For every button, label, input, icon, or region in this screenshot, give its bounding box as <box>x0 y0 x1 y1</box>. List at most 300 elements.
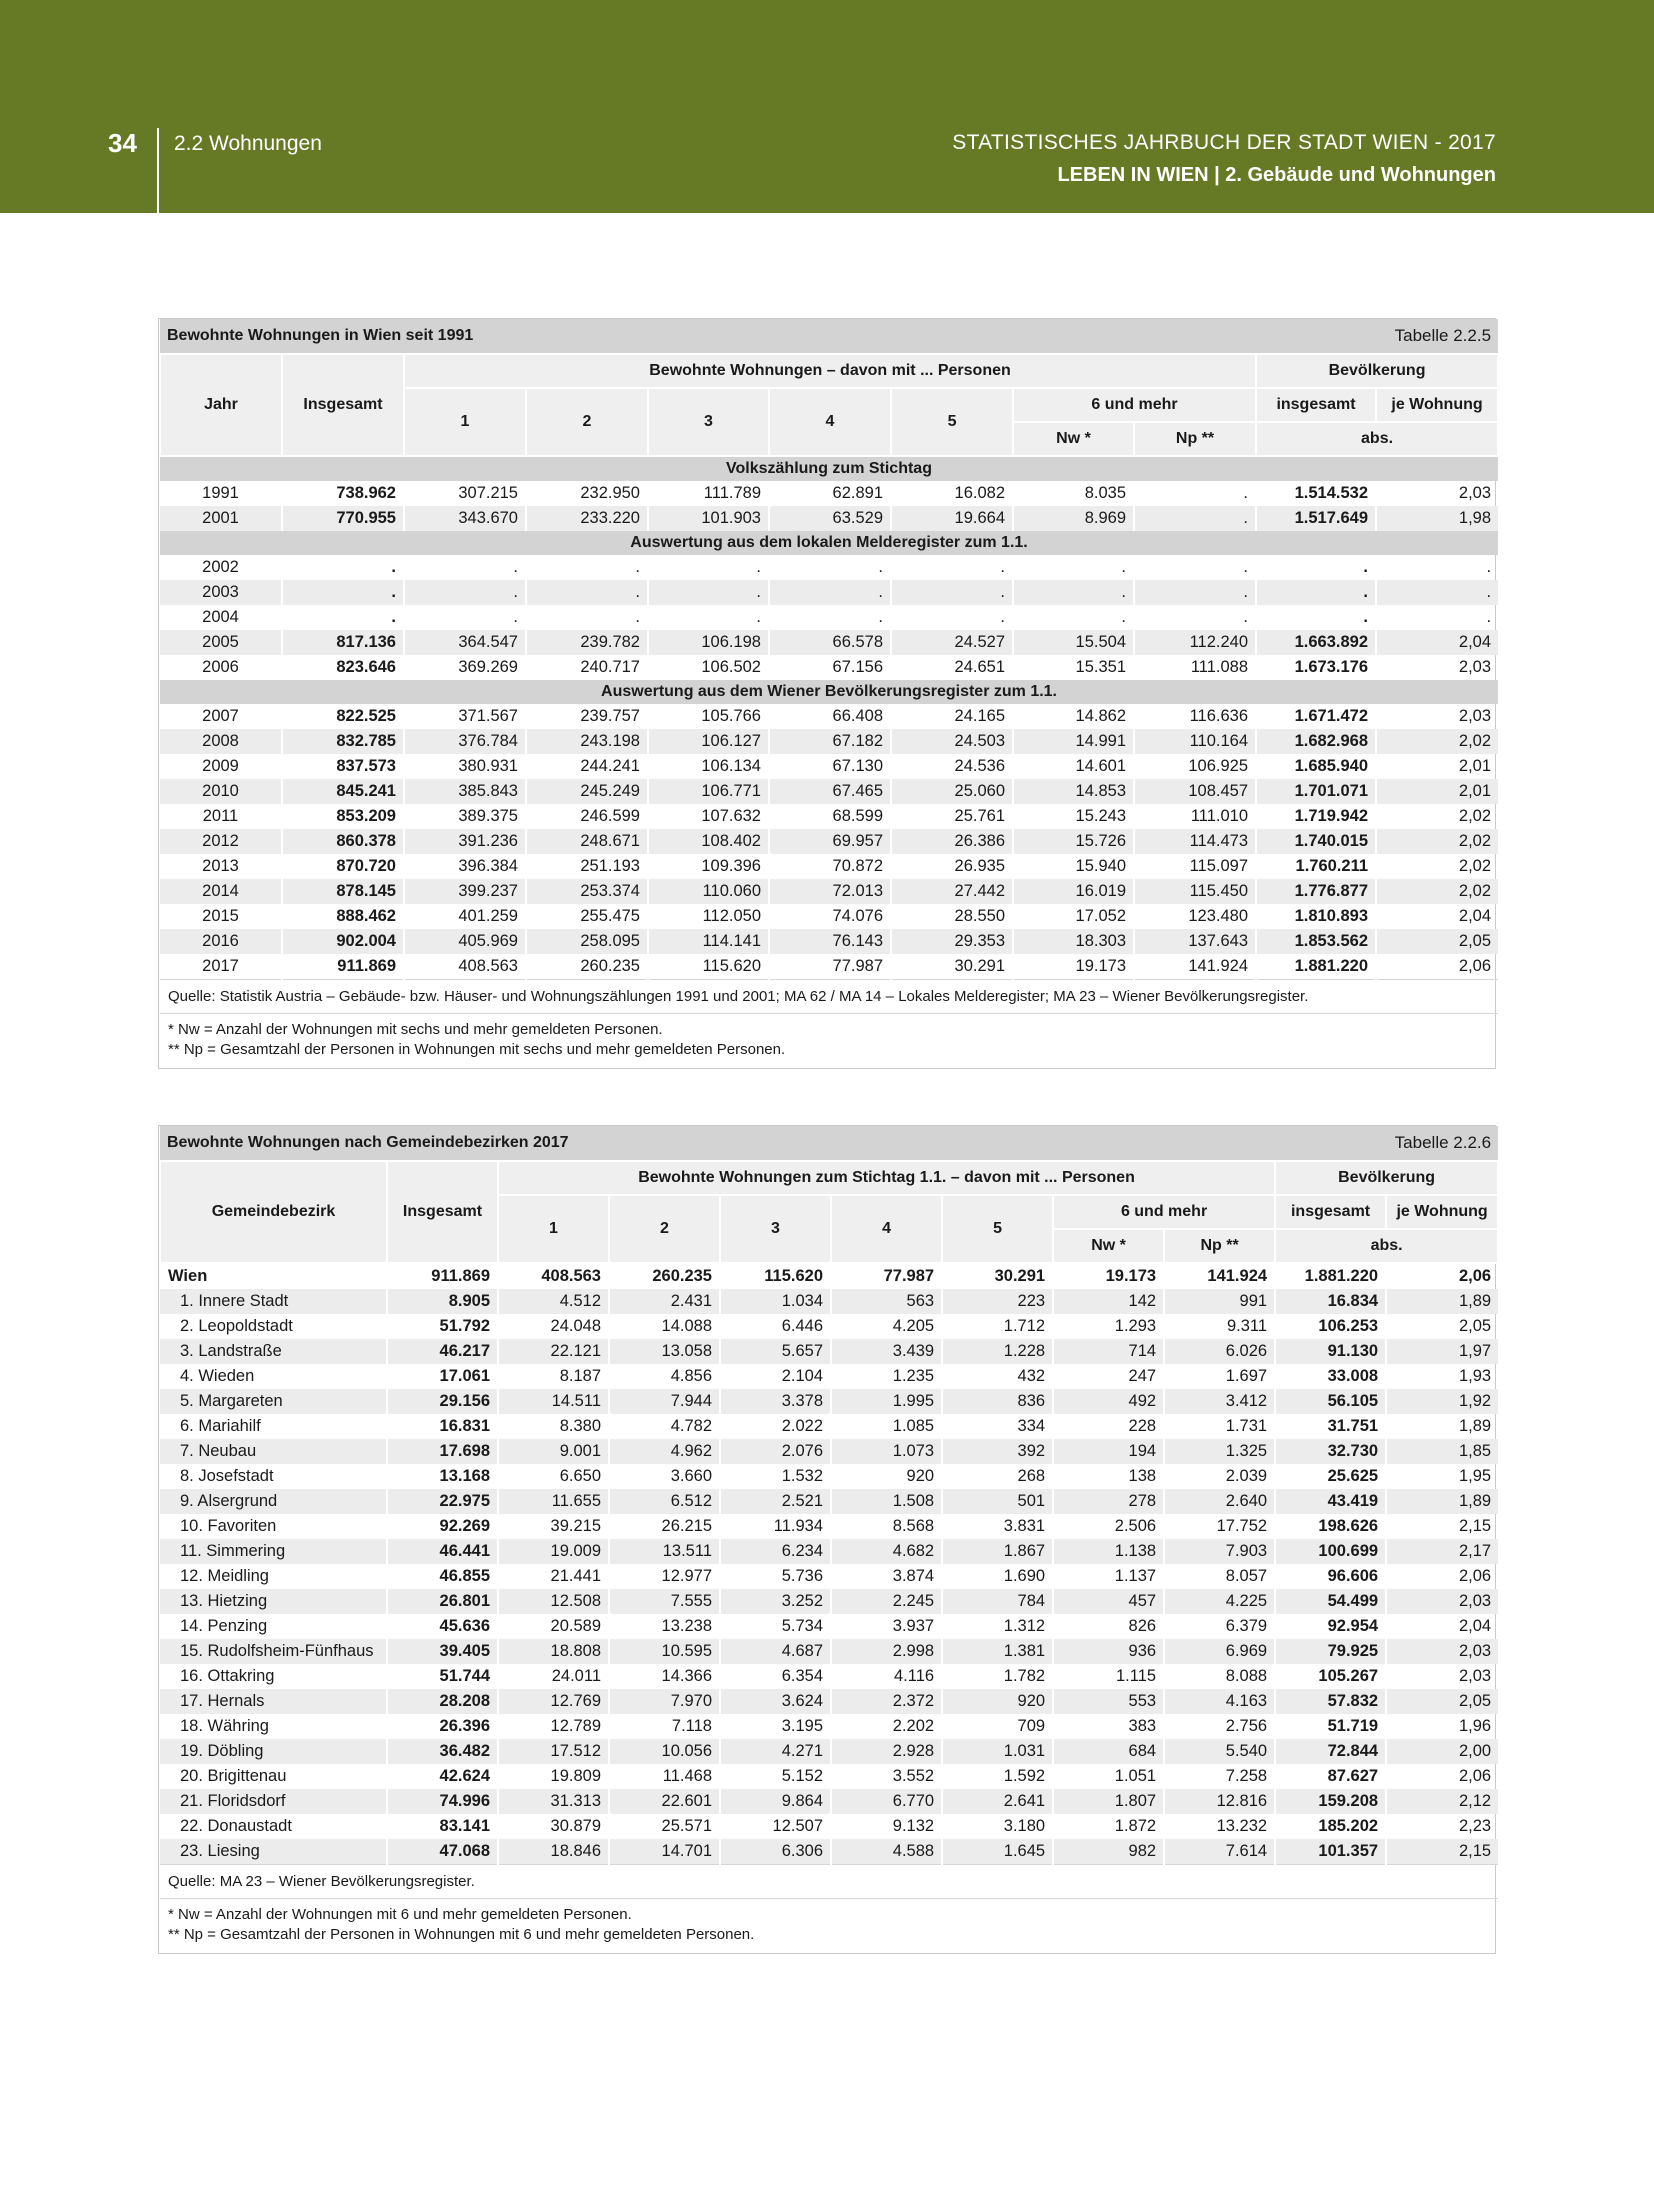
table-cell: 19.664 <box>891 506 1013 531</box>
table-cell: 62.891 <box>769 481 891 506</box>
table-cell: 6.354 <box>720 1664 831 1689</box>
table-cell: 25.571 <box>609 1814 720 1839</box>
table-cell: 15.351 <box>1013 655 1134 680</box>
table-cell: 709 <box>942 1714 1053 1739</box>
table-cell: 22.975 <box>387 1489 498 1514</box>
table-cell: 17.061 <box>387 1364 498 1389</box>
table-cell: 6.650 <box>498 1464 609 1489</box>
table-cell: 14.701 <box>609 1839 720 1865</box>
table-cell: . <box>1134 580 1256 605</box>
row-label: 2010 <box>160 779 282 804</box>
table-row <box>160 954 1498 980</box>
table-cell: . <box>1256 605 1376 630</box>
table-cell: 2,02 <box>1458 807 1492 825</box>
row-label: 15. Rudolfsheim-Fünfhaus <box>160 1639 387 1664</box>
table-cell: 1.881.220 <box>1256 954 1376 980</box>
table-cell: 110.060 <box>648 879 769 904</box>
table-cell: 982 <box>1053 1839 1164 1865</box>
table-cell: 116.636 <box>1134 704 1256 729</box>
table-cell: 107.632 <box>648 804 769 829</box>
table-cell: 46.441 <box>387 1539 498 1564</box>
table-cell: 17.052 <box>1013 904 1134 929</box>
table-cell: 845.241 <box>282 779 404 804</box>
table-cell: 17.512 <box>498 1739 609 1764</box>
table-cell: 1,85 <box>1386 1439 1498 1464</box>
table-cell: 380.931 <box>404 754 526 779</box>
table-cell: 15.940 <box>1013 854 1134 879</box>
table-cell: 714 <box>1053 1339 1164 1364</box>
table-cell: 2,06 <box>1458 1767 1492 1785</box>
col-header-6mehr: 6 und mehr <box>1053 1195 1275 1229</box>
table-cell: 16.831 <box>387 1414 498 1439</box>
table-cell: 837.573 <box>282 754 404 779</box>
col-header-bev-insgesamt: insgesamt <box>1256 388 1376 422</box>
table-cell: 2,05 <box>1376 929 1498 954</box>
table-row <box>160 704 1498 729</box>
table-cell: 991 <box>1164 1289 1275 1314</box>
table-cell: 2,12 <box>1386 1789 1498 1814</box>
table-cell: . <box>404 555 526 580</box>
row-label: 2002 <box>160 555 282 580</box>
table-cell: 20.589 <box>498 1614 609 1639</box>
table-cell: 1.697 <box>1164 1364 1275 1389</box>
col-header-bev-insgesamt: insgesamt <box>1275 1195 1386 1229</box>
table-cell: 1,92 <box>1386 1389 1498 1414</box>
col-header-nw: Nw * <box>1013 422 1134 456</box>
table-cell: 112.240 <box>1134 630 1256 655</box>
table-cell: 15.243 <box>1013 804 1134 829</box>
table-cell: 12.816 <box>1164 1789 1275 1814</box>
table-row <box>160 829 1498 854</box>
table-cell: 2,17 <box>1386 1539 1498 1564</box>
table-cell: 1.312 <box>942 1614 1053 1639</box>
section-header: Volkszählung zum Stichtag <box>160 456 1498 481</box>
table-cell: 2.372 <box>831 1689 942 1714</box>
table-cell: 826 <box>1053 1614 1164 1639</box>
table-cell: 2,03 <box>1458 484 1492 502</box>
table-cell: 432 <box>942 1364 1053 1389</box>
table-cell: 2,02 <box>1376 829 1498 854</box>
table-row <box>160 605 1498 630</box>
table-cell: . <box>1013 555 1134 580</box>
section-header: Auswertung aus dem Wiener Bevölkerungsregister zum 1.1. <box>160 680 1498 704</box>
section-header-row <box>160 456 1498 481</box>
table-cell: 1.228 <box>942 1339 1053 1364</box>
table-cell: 10.056 <box>609 1739 720 1764</box>
table-cell: 21.441 <box>498 1564 609 1589</box>
table-cell: 111.088 <box>1134 655 1256 680</box>
table-cell: 383 <box>1053 1714 1164 1739</box>
table-cell: 68.599 <box>769 804 891 829</box>
table-cell: 396.384 <box>404 854 526 879</box>
table-row <box>160 1739 1498 1764</box>
col-header-np: Np ** <box>1164 1229 1275 1263</box>
table-cell: 4.782 <box>609 1414 720 1439</box>
table-cell: 100.699 <box>1275 1539 1386 1564</box>
table-cell: 141.924 <box>1134 954 1256 980</box>
table-cell: 1.325 <box>1164 1439 1275 1464</box>
row-label: 2011 <box>160 804 282 829</box>
table-cell: 1.115 <box>1053 1664 1164 1689</box>
table-cell: 911.869 <box>282 954 404 980</box>
table-cell: 3.180 <box>942 1814 1053 1839</box>
table-cell: 1,98 <box>1376 506 1498 531</box>
row-label: 2005 <box>160 630 282 655</box>
table-cell: 7.970 <box>609 1689 720 1714</box>
table-cell: 3.378 <box>720 1389 831 1414</box>
table-cell: 223 <box>942 1289 1053 1314</box>
table-cell: 66.578 <box>769 630 891 655</box>
table-row <box>160 1789 1498 1814</box>
table-cell: 2.928 <box>831 1739 942 1764</box>
note-nw: * Nw = Anzahl der Wohnungen mit sechs und mehr gemeldeten Personen. <box>168 1021 663 1038</box>
table-row <box>160 1339 1498 1364</box>
table-cell: 51.719 <box>1275 1714 1386 1739</box>
row-label: 12. Meidling <box>160 1564 387 1589</box>
table-cell: 1.719.942 <box>1256 804 1376 829</box>
table-cell: 1.690 <box>942 1564 1053 1589</box>
table-cell: 2,05 <box>1386 1689 1498 1714</box>
table-cell: . <box>1134 555 1256 580</box>
header-divider <box>157 128 159 213</box>
table-row <box>160 655 1498 680</box>
table-cell: 14.853 <box>1013 779 1134 804</box>
col-header-je-wohnung: je Wohnung <box>1386 1195 1498 1229</box>
table-cell: 8.905 <box>387 1289 498 1314</box>
table-cell: 13.232 <box>1164 1814 1275 1839</box>
table-cell: 115.450 <box>1134 879 1256 904</box>
table-cell: 457 <box>1053 1589 1164 1614</box>
table-cell: 3.874 <box>831 1564 942 1589</box>
table-cell: 24.536 <box>891 754 1013 779</box>
table-cell: 14.088 <box>609 1314 720 1339</box>
table-cell: 8.035 <box>1013 481 1134 506</box>
table-row <box>160 1414 1498 1439</box>
table-cell: 24.527 <box>891 630 1013 655</box>
table-cell: 42.624 <box>387 1764 498 1789</box>
table-cell: 3.412 <box>1164 1389 1275 1414</box>
col-header-p4: 4 <box>769 388 891 456</box>
table-cell: 8.969 <box>1013 506 1134 531</box>
table-cell: 2,15 <box>1386 1839 1498 1865</box>
table-cell: . <box>648 555 769 580</box>
table-cell: 1.051 <box>1053 1764 1164 1789</box>
page-header <box>0 0 1654 213</box>
table-cell: 2,05 <box>1458 1317 1492 1335</box>
table-cell: 2.039 <box>1164 1464 1275 1489</box>
table-cell: 6.234 <box>720 1539 831 1564</box>
table-cell: 14.601 <box>1013 754 1134 779</box>
table-cell: 2.521 <box>720 1489 831 1514</box>
section-title: 2.2 Wohnungen <box>174 132 322 155</box>
table-row <box>160 1764 1498 1789</box>
table-cell: 553 <box>1053 1689 1164 1714</box>
table-cell: 74.996 <box>387 1789 498 1814</box>
table-cell: 76.143 <box>769 929 891 954</box>
row-label: 2015 <box>160 904 282 929</box>
table-cell: 1.514.532 <box>1256 481 1376 506</box>
table-cell: 6.512 <box>609 1489 720 1514</box>
table-cell: 2.076 <box>720 1439 831 1464</box>
col-header-jahr: Jahr <box>160 354 282 456</box>
table-cell: 15.504 <box>1013 630 1134 655</box>
table-cell: 45.636 <box>387 1614 498 1639</box>
table-cell: 244.241 <box>526 754 648 779</box>
table-cell: 24.011 <box>498 1664 609 1689</box>
table-cell: 5.540 <box>1164 1739 1275 1764</box>
col-header-np: Np ** <box>1134 422 1256 456</box>
table-cell: 12.769 <box>498 1689 609 1714</box>
table-row <box>160 630 1498 655</box>
table-cell: 3.831 <box>942 1514 1053 1539</box>
table-cell: 18.846 <box>498 1839 609 1865</box>
row-label: 18. Währing <box>160 1714 387 1739</box>
row-label: 2013 <box>160 854 282 879</box>
table-cell: 911.869 <box>387 1263 498 1289</box>
table-cell: 870.720 <box>282 854 404 879</box>
table-cell: 1.995 <box>831 1389 942 1414</box>
table-cell: 2,02 <box>1376 879 1498 904</box>
col-header-abs: abs. <box>1256 422 1498 456</box>
table-cell: 83.141 <box>387 1814 498 1839</box>
table-cell: 1.881.220 <box>1275 1263 1386 1289</box>
table-cell: 2,00 <box>1386 1739 1498 1764</box>
table-cell: 6.379 <box>1164 1614 1275 1639</box>
section-header: Auswertung aus dem lokalen Melderegister zum 1.1. <box>160 531 1498 555</box>
row-label: 2007 <box>160 704 282 729</box>
table-cell: 399.237 <box>404 879 526 904</box>
table-cell: 24.503 <box>891 729 1013 754</box>
table-cell: 245.249 <box>526 779 648 804</box>
table-cell: 3.552 <box>831 1764 942 1789</box>
row-label: 2003 <box>160 580 282 605</box>
table-cell: 936 <box>1053 1639 1164 1664</box>
table-cell: 1.645 <box>942 1839 1053 1865</box>
table-cell: 22.601 <box>609 1789 720 1814</box>
table-cell: 13.511 <box>609 1539 720 1564</box>
table-cell: 26.215 <box>609 1514 720 1539</box>
table-row <box>160 1489 1498 1514</box>
table-cell: 12.507 <box>720 1814 831 1839</box>
table-cell: 2.640 <box>1164 1489 1275 1514</box>
table-cell: 185.202 <box>1275 1814 1386 1839</box>
table-cell: 684 <box>1053 1739 1164 1764</box>
row-label: 2009 <box>160 754 282 779</box>
table-cell: 4.512 <box>498 1289 609 1314</box>
table-cell: 3.937 <box>831 1614 942 1639</box>
row-label: 6. Mariahilf <box>160 1414 387 1439</box>
table-cell: 17.698 <box>387 1439 498 1464</box>
table-cell: 1,89 <box>1386 1489 1498 1514</box>
table-cell: 14.511 <box>498 1389 609 1414</box>
table-cell: 334 <box>942 1414 1053 1439</box>
table-row <box>160 506 1498 531</box>
table-cell: 111.010 <box>1134 804 1256 829</box>
table-row <box>160 1589 1498 1614</box>
section-header-row <box>160 531 1498 555</box>
table-cell: 22.121 <box>498 1339 609 1364</box>
table-cell: 67.130 <box>769 754 891 779</box>
table-cell: 248.671 <box>526 829 648 854</box>
table-row <box>160 1814 1498 1839</box>
table-cell: . <box>648 605 769 630</box>
table-cell: 260.235 <box>609 1263 720 1289</box>
table-cell: 4.225 <box>1164 1589 1275 1614</box>
note-nw: * Nw = Anzahl der Wohnungen mit 6 und mehr gemeldeten Personen. <box>168 1906 632 1923</box>
table-cell: . <box>769 580 891 605</box>
table-cell: 8.088 <box>1164 1664 1275 1689</box>
table-cell: 29.353 <box>891 929 1013 954</box>
table-cell: 1.235 <box>831 1364 942 1389</box>
table-cell: 2.104 <box>720 1364 831 1389</box>
table-cell: 1.138 <box>1053 1539 1164 1564</box>
table-title: Bewohnte Wohnungen in Wien seit 1991 <box>160 319 891 354</box>
table-cell: 4.856 <box>609 1364 720 1389</box>
table-cell: 108.402 <box>648 829 769 854</box>
table-cell: 1,96 <box>1458 1717 1492 1735</box>
row-label: 22. Donaustadt <box>160 1814 387 1839</box>
table-notes <box>160 1899 1498 1954</box>
table-cell: 101.357 <box>1275 1839 1386 1865</box>
table-cell: 2,23 <box>1458 1817 1492 1835</box>
table-cell: 6.969 <box>1164 1639 1275 1664</box>
table-cell: 69.957 <box>769 829 891 854</box>
table-cell: 1.712 <box>942 1314 1053 1339</box>
table-row <box>160 729 1498 754</box>
table-cell: 14.991 <box>1013 729 1134 754</box>
table-cell: 105.766 <box>648 704 769 729</box>
table-cell: . <box>526 580 648 605</box>
table-row <box>160 1614 1498 1639</box>
table-cell: 4.962 <box>609 1439 720 1464</box>
col-header-p4: 4 <box>831 1195 942 1263</box>
row-label: 2006 <box>160 655 282 680</box>
table-cell: 1,93 <box>1458 1367 1492 1385</box>
table-cell: 105.267 <box>1275 1664 1386 1689</box>
table-cell: 106.127 <box>648 729 769 754</box>
table-cell: 1,89 <box>1458 1417 1492 1435</box>
table-cell: 2,03 <box>1386 1589 1498 1614</box>
table-cell: 32.730 <box>1275 1439 1386 1464</box>
table-cell: 7.614 <box>1164 1839 1275 1865</box>
table-cell: 19.809 <box>498 1764 609 1789</box>
table-cell: 2,04 <box>1458 907 1492 925</box>
table-cell: 115.620 <box>648 954 769 980</box>
table-cell: 25.761 <box>891 804 1013 829</box>
table-row <box>160 1514 1498 1539</box>
table-cell: 18.808 <box>498 1639 609 1664</box>
table-cell: 1.663.892 <box>1256 630 1376 655</box>
table-row <box>160 580 1498 605</box>
table-cell: 57.832 <box>1275 1689 1386 1714</box>
table-cell: 14.862 <box>1013 704 1134 729</box>
table-cell: 364.547 <box>404 630 526 655</box>
col-header-je-wohnung: je Wohnung <box>1376 388 1498 422</box>
table-cell: 112.050 <box>648 904 769 929</box>
page-number: 34 <box>108 128 137 158</box>
table-row <box>160 1364 1498 1389</box>
table-row <box>160 1263 1498 1289</box>
table-cell: 115.620 <box>720 1263 831 1289</box>
table-cell: 46.217 <box>387 1339 498 1364</box>
table-cell: 8.057 <box>1164 1564 1275 1589</box>
table-cell: 1.701.071 <box>1256 779 1376 804</box>
table-cell: 233.220 <box>526 506 648 531</box>
table-cell: 72.013 <box>769 879 891 904</box>
table-cell: 391.236 <box>404 829 526 854</box>
table-cell: 823.646 <box>282 655 404 680</box>
table-cell: 66.408 <box>769 704 891 729</box>
table-cell: 4.588 <box>831 1839 942 1865</box>
table-cell: 2,03 <box>1386 1639 1498 1664</box>
row-label: 4. Wieden <box>160 1364 387 1389</box>
table-row <box>160 1564 1498 1589</box>
table-cell: 3.624 <box>720 1689 831 1714</box>
col-header-insgesamt: Insgesamt <box>282 354 404 456</box>
table-cell: 54.499 <box>1275 1589 1386 1614</box>
table-cell: . <box>404 580 526 605</box>
table-row <box>160 879 1498 904</box>
table-cell: 853.209 <box>282 804 404 829</box>
table-cell: 1.872 <box>1053 1814 1164 1839</box>
table-cell: . <box>526 555 648 580</box>
table-cell: 30.879 <box>498 1814 609 1839</box>
table-cell: 138 <box>1053 1464 1164 1489</box>
table-row <box>160 754 1498 779</box>
table-cell: 137.643 <box>1134 929 1256 954</box>
table-cell: 28.208 <box>387 1689 498 1714</box>
row-label: 20. Brigittenau <box>160 1764 387 1789</box>
table-cell: 770.955 <box>282 506 404 531</box>
table-cell: 268 <box>942 1464 1053 1489</box>
table-cell: 36.482 <box>387 1739 498 1764</box>
table-cell: 405.969 <box>404 929 526 954</box>
table-cell: 492 <box>1053 1389 1164 1414</box>
table-cell: 28.550 <box>891 904 1013 929</box>
col-header-p3: 3 <box>648 388 769 456</box>
table-source: Quelle: MA 23 – Wiener Bevölkerungsregister. <box>160 1865 1498 1899</box>
table-cell: 7.118 <box>609 1714 720 1739</box>
table-cell: 159.208 <box>1275 1789 1386 1814</box>
table-cell: 106.925 <box>1134 754 1256 779</box>
table-cell: 31.751 <box>1275 1414 1386 1439</box>
table-cell: 74.076 <box>769 904 891 929</box>
section-header-row <box>160 680 1498 704</box>
table-cell: . <box>769 555 891 580</box>
col-header-group: Bewohnte Wohnungen zum Stichtag 1.1. – davon mit ... Personen <box>498 1161 1275 1195</box>
table-cell: 24.165 <box>891 704 1013 729</box>
table-cell: 239.757 <box>526 704 648 729</box>
col-header-p5: 5 <box>942 1195 1053 1263</box>
table-cell: 6.306 <box>720 1839 831 1865</box>
table-cell: 67.156 <box>769 655 891 680</box>
row-label: 2008 <box>160 729 282 754</box>
table-2-2-6-body <box>160 1263 1498 1865</box>
row-label: 1. Innere Stadt <box>160 1289 387 1314</box>
table-cell: 2.022 <box>720 1414 831 1439</box>
table-cell: 1.034 <box>720 1289 831 1314</box>
table-row <box>160 1689 1498 1714</box>
col-header-group: Bewohnte Wohnungen – davon mit ... Personen <box>404 354 1256 388</box>
table-cell: 1,89 <box>1386 1289 1498 1314</box>
table-cell: 240.717 <box>526 655 648 680</box>
table-cell: 8.380 <box>498 1414 609 1439</box>
table-cell: 13.058 <box>609 1339 720 1364</box>
table-row <box>160 904 1498 929</box>
table-cell: 563 <box>831 1289 942 1314</box>
table-cell: 3.660 <box>609 1464 720 1489</box>
table-cell: 1.682.968 <box>1256 729 1376 754</box>
